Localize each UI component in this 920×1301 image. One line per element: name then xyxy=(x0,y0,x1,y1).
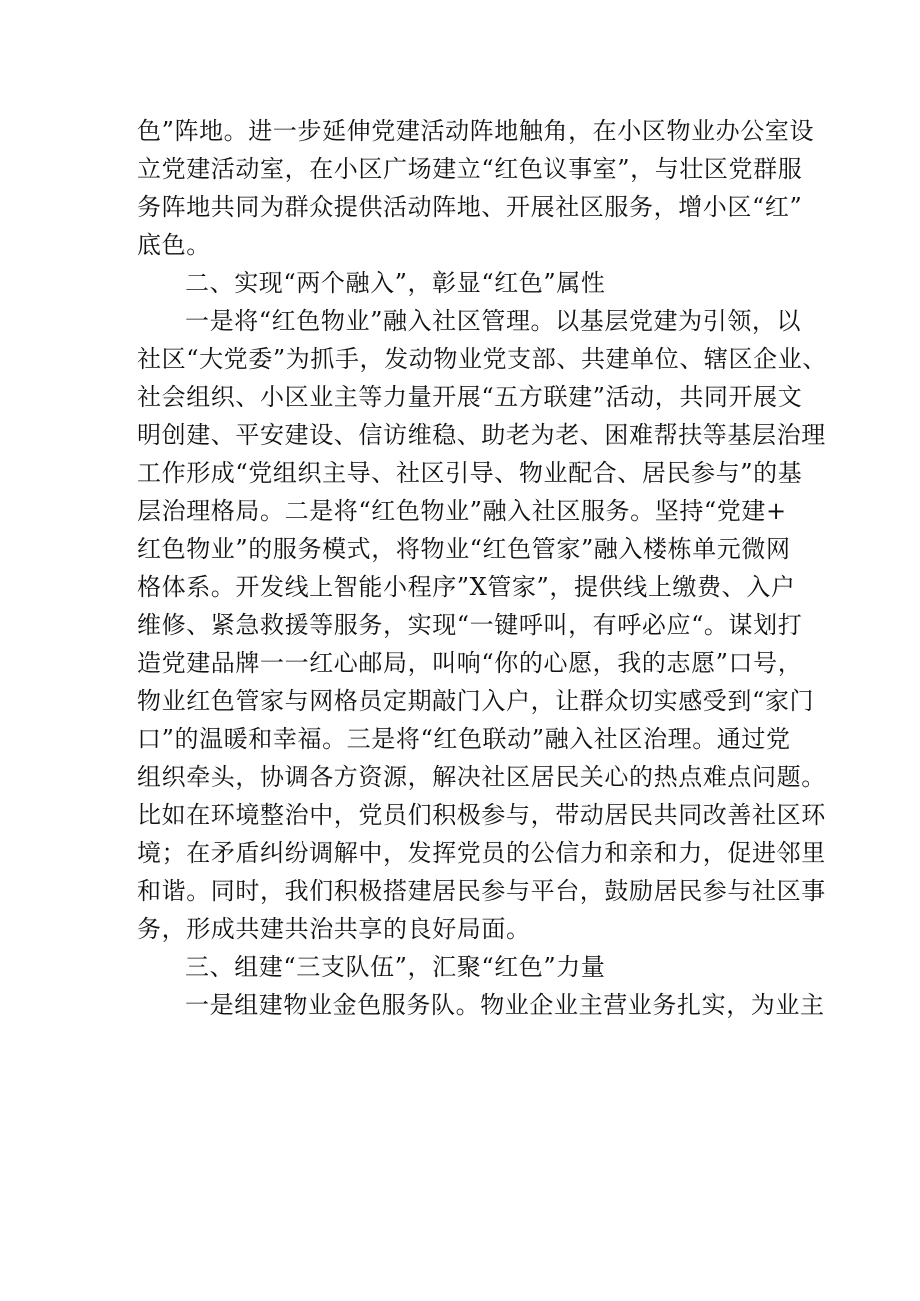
text-line: 红色物业”的服务模式，将物业“红色管家”融入楼栋单元微网 xyxy=(137,535,791,563)
text-line: 明创建、平安建设、信访维稳、助老为老、困难帮扶等基层治理 xyxy=(137,421,826,449)
text-line: 务阵地共同为群众提供活动阵地、开展社区服务，增小区“红” xyxy=(137,193,803,221)
text-line: 底色。 xyxy=(137,231,211,259)
text-line: 格体系。开发线上智能小程序”X管家”，提供线上缴费、入户 xyxy=(137,573,796,601)
paragraph-start-line: 一是组建物业金色服务队。物业企业主营业务扎实，为业主 xyxy=(185,991,825,1019)
text-line: 维修、紧急救援等服务，实现“一键呼叫，有呼必应“。谋划打 xyxy=(137,611,803,639)
text-line: 比如在环境整治中，党员们积极参与，带动居民共同改善社区环 xyxy=(137,801,826,829)
text-line: 和谐。同时，我们积极搭建居民参与平台，鼓励居民参与社区事 xyxy=(137,877,826,905)
section-heading: 三、组建“三支队伍”，汇聚“红色”力量 xyxy=(185,953,606,981)
text-line: 组织牵头，协调各方资源，解决社区居民关心的热点难点问题。 xyxy=(137,763,826,791)
text-line: 物业红色管家与网格员定期敲门入户，让群众切实感受到“家门 xyxy=(137,687,815,715)
text-line: 立党建活动室，在小区广场建立“红色议事室”，与壮区党群服 xyxy=(137,155,803,183)
text-line: 口”的温暖和幸福。三是将“红色联动”融入社区治理。通过党 xyxy=(137,725,791,753)
text-line: 务，形成共建共治共享的良好局面。 xyxy=(137,915,531,943)
text-line: 造党建品牌一一红心邮局，叫响“你的心愿，我的志愿”口号， xyxy=(137,649,803,677)
section-heading: 二、实现“两个融入”，彰显“红色”属性 xyxy=(185,269,606,297)
text-line: 社会组织、小区业主等力量开展“五方联建”活动，共同开展文 xyxy=(137,383,803,411)
paragraph-start-line: 一是将“红色物业”融入社区管理。以基层党建为引领，以 xyxy=(185,307,802,335)
text-line: 境；在矛盾纠纷调解中，发挥党员的公信力和亲和力，促进邻里 xyxy=(137,839,826,867)
text-line: 层治理格局。二是将“红色物业”融入社区服务。坚持“党建+ xyxy=(137,497,787,525)
text-line: 社区“大党委”为抓手，发动物业党支部、共建单位、辖区企业、 xyxy=(137,345,827,373)
text-line: 工作形成“党组织主导、社区引导、物业配合、居民参与”的基 xyxy=(137,459,803,487)
text-line: 色”阵地。进一步延伸党建活动阵地触角，在小区物业办公室设 xyxy=(137,117,815,145)
